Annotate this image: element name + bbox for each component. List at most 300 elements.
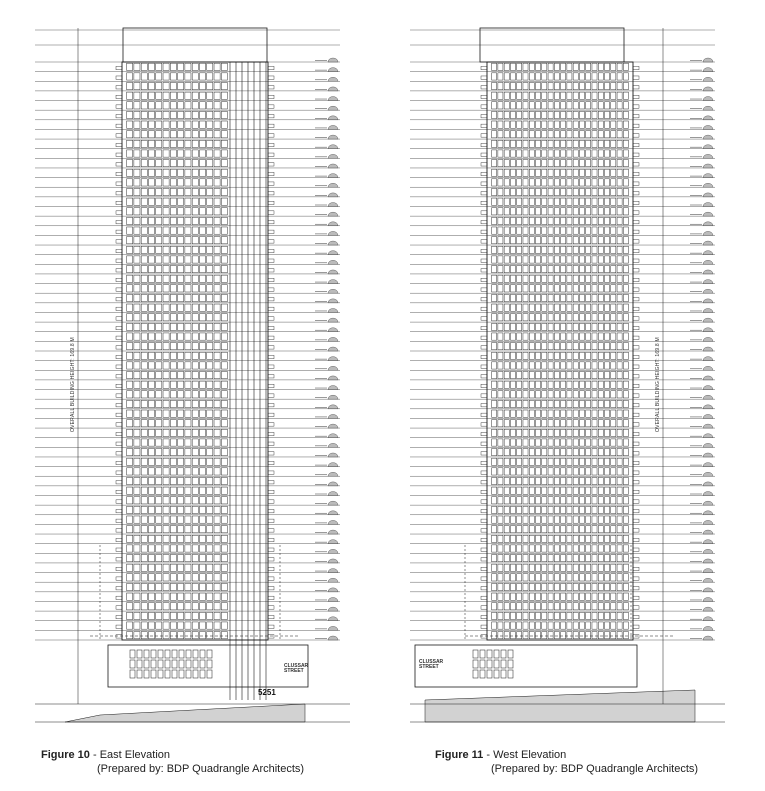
- window: [156, 121, 162, 128]
- window: [523, 169, 528, 176]
- window: [221, 92, 227, 99]
- window: [510, 63, 515, 70]
- podium-window: [508, 650, 513, 658]
- window: [623, 381, 628, 388]
- window: [561, 323, 566, 330]
- window: [185, 429, 191, 436]
- window: [554, 362, 559, 369]
- level-datum-icon: [328, 540, 338, 544]
- balcony-right: [268, 230, 274, 233]
- window: [178, 169, 184, 176]
- window: [141, 188, 147, 195]
- window: [134, 468, 140, 475]
- window: [536, 92, 541, 99]
- balcony-right: [268, 519, 274, 522]
- window: [185, 352, 191, 359]
- window: [163, 420, 169, 427]
- window: [611, 583, 616, 590]
- window: [221, 121, 227, 128]
- window: [623, 555, 628, 562]
- window: [185, 506, 191, 513]
- level-datum-icon: [328, 77, 338, 81]
- window: [221, 574, 227, 581]
- balcony-right: [268, 384, 274, 387]
- window: [617, 131, 622, 138]
- level-datum-icon: [328, 270, 338, 274]
- window: [623, 275, 628, 282]
- window: [598, 227, 603, 234]
- window: [586, 555, 591, 562]
- window: [185, 564, 191, 571]
- window: [207, 603, 213, 610]
- window: [554, 429, 559, 436]
- window: [586, 333, 591, 340]
- level-datum-icon: [703, 299, 713, 303]
- window: [504, 593, 509, 600]
- window: [542, 217, 547, 224]
- window: [605, 266, 610, 273]
- window: [141, 352, 147, 359]
- window: [192, 198, 198, 205]
- window: [579, 352, 584, 359]
- window: [548, 506, 553, 513]
- window: [623, 246, 628, 253]
- level-datum-icon: [703, 58, 713, 62]
- level-datum-icon: [703, 376, 713, 380]
- balcony-left: [481, 105, 487, 108]
- window: [221, 410, 227, 417]
- window: [192, 381, 198, 388]
- balcony-left: [116, 355, 122, 358]
- window: [623, 439, 628, 446]
- window: [623, 333, 628, 340]
- window: [199, 429, 205, 436]
- level-datum-icon: [703, 77, 713, 81]
- window: [548, 179, 553, 186]
- window: [178, 266, 184, 273]
- window: [492, 333, 497, 340]
- window: [141, 294, 147, 301]
- window: [498, 410, 503, 417]
- window: [617, 362, 622, 369]
- window: [504, 564, 509, 571]
- window: [221, 102, 227, 109]
- level-datum-icon: [328, 443, 338, 447]
- window: [214, 574, 220, 581]
- window: [199, 188, 205, 195]
- window: [127, 150, 133, 157]
- window: [611, 333, 616, 340]
- window: [623, 160, 628, 167]
- window: [192, 468, 198, 475]
- window: [178, 497, 184, 504]
- window: [548, 92, 553, 99]
- window: [517, 169, 522, 176]
- window: [548, 564, 553, 571]
- window: [178, 400, 184, 407]
- balcony-left: [116, 172, 122, 175]
- window: [517, 516, 522, 523]
- balcony-right: [633, 346, 639, 349]
- window: [523, 179, 528, 186]
- window: [611, 160, 616, 167]
- window: [192, 246, 198, 253]
- window: [579, 227, 584, 234]
- window: [536, 497, 541, 504]
- window: [141, 535, 147, 542]
- window: [221, 208, 227, 215]
- window: [492, 381, 497, 388]
- window: [605, 323, 610, 330]
- window: [529, 574, 534, 581]
- window: [185, 102, 191, 109]
- level-datum-icon: [703, 472, 713, 476]
- window: [542, 526, 547, 533]
- window: [536, 555, 541, 562]
- window: [548, 169, 553, 176]
- window: [523, 487, 528, 494]
- window: [504, 169, 509, 176]
- window: [141, 487, 147, 494]
- window: [523, 131, 528, 138]
- window: [199, 622, 205, 629]
- window: [529, 371, 534, 378]
- window: [185, 169, 191, 176]
- window: [598, 237, 603, 244]
- window: [561, 583, 566, 590]
- window: [170, 458, 176, 465]
- window: [214, 526, 220, 533]
- window: [617, 160, 622, 167]
- window: [504, 131, 509, 138]
- window: [598, 285, 603, 292]
- window: [214, 429, 220, 436]
- window: [579, 410, 584, 417]
- window: [221, 526, 227, 533]
- window: [185, 63, 191, 70]
- window: [178, 593, 184, 600]
- window: [542, 468, 547, 475]
- window: [148, 82, 154, 89]
- window: [214, 82, 220, 89]
- window: [517, 179, 522, 186]
- window: [498, 526, 503, 533]
- window: [611, 487, 616, 494]
- window: [623, 169, 628, 176]
- window: [134, 371, 140, 378]
- window: [156, 246, 162, 253]
- window: [579, 506, 584, 513]
- window: [617, 266, 622, 273]
- window: [185, 73, 191, 80]
- window: [214, 294, 220, 301]
- window: [611, 622, 616, 629]
- window: [148, 535, 154, 542]
- window: [554, 574, 559, 581]
- window: [554, 622, 559, 629]
- window: [148, 622, 154, 629]
- window: [185, 217, 191, 224]
- balcony-right: [268, 307, 274, 310]
- window: [492, 583, 497, 590]
- window: [611, 574, 616, 581]
- window: [148, 468, 154, 475]
- window: [163, 256, 169, 263]
- window: [134, 314, 140, 321]
- window: [498, 458, 503, 465]
- window: [573, 526, 578, 533]
- window: [214, 121, 220, 128]
- window: [579, 140, 584, 147]
- window: [605, 603, 610, 610]
- window: [192, 439, 198, 446]
- window: [207, 179, 213, 186]
- window: [579, 545, 584, 552]
- window: [156, 131, 162, 138]
- window: [134, 333, 140, 340]
- window: [185, 285, 191, 292]
- balcony-left: [116, 384, 122, 387]
- window: [517, 275, 522, 282]
- window: [586, 516, 591, 523]
- balcony-left: [481, 336, 487, 339]
- window: [586, 535, 591, 542]
- window: [598, 429, 603, 436]
- window: [598, 555, 603, 562]
- window: [127, 593, 133, 600]
- window: [127, 285, 133, 292]
- window: [199, 439, 205, 446]
- window: [529, 526, 534, 533]
- window: [156, 237, 162, 244]
- window: [178, 583, 184, 590]
- window: [561, 410, 566, 417]
- window: [554, 102, 559, 109]
- window: [134, 516, 140, 523]
- podium-window: [494, 650, 499, 658]
- window: [617, 603, 622, 610]
- window: [163, 150, 169, 157]
- window: [207, 63, 213, 70]
- balcony-right: [633, 288, 639, 291]
- window: [510, 583, 515, 590]
- window: [163, 381, 169, 388]
- window: [207, 160, 213, 167]
- window: [617, 227, 622, 234]
- window: [492, 73, 497, 80]
- window: [573, 294, 578, 301]
- window: [561, 429, 566, 436]
- window: [623, 622, 628, 629]
- window: [561, 352, 566, 359]
- window: [163, 121, 169, 128]
- window: [163, 285, 169, 292]
- level-datum-icon: [703, 68, 713, 72]
- window: [170, 160, 176, 167]
- window: [573, 497, 578, 504]
- window: [207, 381, 213, 388]
- balcony-right: [268, 124, 274, 127]
- window: [148, 121, 154, 128]
- podium-window: [487, 670, 492, 678]
- window: [192, 208, 198, 215]
- window: [529, 381, 534, 388]
- window: [163, 632, 169, 639]
- window: [579, 429, 584, 436]
- window: [134, 574, 140, 581]
- window: [199, 169, 205, 176]
- window: [178, 208, 184, 215]
- window: [178, 333, 184, 340]
- window: [523, 449, 528, 456]
- window: [163, 294, 169, 301]
- window: [561, 198, 566, 205]
- window: [214, 150, 220, 157]
- window: [542, 294, 547, 301]
- window: [623, 429, 628, 436]
- window: [586, 545, 591, 552]
- window: [192, 574, 198, 581]
- window: [504, 266, 509, 273]
- window: [492, 622, 497, 629]
- window: [623, 497, 628, 504]
- window: [623, 285, 628, 292]
- window: [156, 227, 162, 234]
- window: [561, 102, 566, 109]
- window: [573, 468, 578, 475]
- podium-window: [165, 660, 170, 668]
- podium-window: [172, 650, 177, 658]
- level-datum-icon: [328, 251, 338, 255]
- window: [221, 545, 227, 552]
- podium-window: [487, 650, 492, 658]
- window: [598, 477, 603, 484]
- balcony-left: [481, 404, 487, 407]
- window: [163, 400, 169, 407]
- balcony-left: [481, 625, 487, 628]
- window: [554, 275, 559, 282]
- window: [561, 73, 566, 80]
- window: [605, 285, 610, 292]
- window: [592, 439, 597, 446]
- window: [178, 73, 184, 80]
- balcony-right: [268, 269, 274, 272]
- window: [554, 131, 559, 138]
- street-label: CLUSSAR STREET: [284, 663, 309, 674]
- window: [178, 449, 184, 456]
- window: [127, 410, 133, 417]
- window: [141, 526, 147, 533]
- window: [492, 237, 497, 244]
- window: [221, 381, 227, 388]
- window: [127, 420, 133, 427]
- window: [170, 622, 176, 629]
- window: [542, 603, 547, 610]
- window: [598, 583, 603, 590]
- window: [573, 410, 578, 417]
- window: [542, 73, 547, 80]
- level-datum-icon: [703, 308, 713, 312]
- window: [529, 458, 534, 465]
- window: [598, 111, 603, 118]
- balcony-right: [633, 240, 639, 243]
- window: [567, 275, 572, 282]
- window: [592, 275, 597, 282]
- window: [178, 131, 184, 138]
- podium-window: [480, 650, 485, 658]
- window: [611, 612, 616, 619]
- window: [573, 73, 578, 80]
- window: [207, 102, 213, 109]
- window: [178, 429, 184, 436]
- window: [517, 140, 522, 147]
- window: [592, 545, 597, 552]
- window: [548, 449, 553, 456]
- window: [529, 429, 534, 436]
- window: [548, 497, 553, 504]
- window: [523, 82, 528, 89]
- window: [178, 487, 184, 494]
- window: [510, 160, 515, 167]
- window: [134, 140, 140, 147]
- balcony-left: [481, 153, 487, 156]
- window: [592, 179, 597, 186]
- window: [170, 121, 176, 128]
- window: [492, 323, 497, 330]
- window: [199, 535, 205, 542]
- podium-window: [186, 650, 191, 658]
- level-datum-icon: [703, 270, 713, 274]
- window: [163, 429, 169, 436]
- window: [127, 121, 133, 128]
- window: [192, 323, 198, 330]
- balcony-left: [116, 220, 122, 223]
- window: [127, 275, 133, 282]
- window: [498, 545, 503, 552]
- window: [185, 574, 191, 581]
- window: [498, 574, 503, 581]
- balcony-left: [116, 346, 122, 349]
- window: [148, 487, 154, 494]
- window: [592, 391, 597, 398]
- window: [561, 564, 566, 571]
- window: [510, 352, 515, 359]
- window: [156, 111, 162, 118]
- window: [592, 535, 597, 542]
- window: [178, 150, 184, 157]
- window: [178, 574, 184, 581]
- level-datum-icon: [703, 597, 713, 601]
- window: [605, 497, 610, 504]
- window: [605, 131, 610, 138]
- level-datum-icon: [703, 280, 713, 284]
- window: [192, 506, 198, 513]
- window: [573, 246, 578, 253]
- window: [536, 266, 541, 273]
- window: [178, 63, 184, 70]
- window: [492, 362, 497, 369]
- window: [214, 352, 220, 359]
- window: [207, 449, 213, 456]
- balcony-left: [481, 615, 487, 618]
- window: [163, 198, 169, 205]
- window: [554, 371, 559, 378]
- window: [156, 612, 162, 619]
- window: [498, 275, 503, 282]
- window: [127, 362, 133, 369]
- window: [156, 275, 162, 282]
- window: [134, 477, 140, 484]
